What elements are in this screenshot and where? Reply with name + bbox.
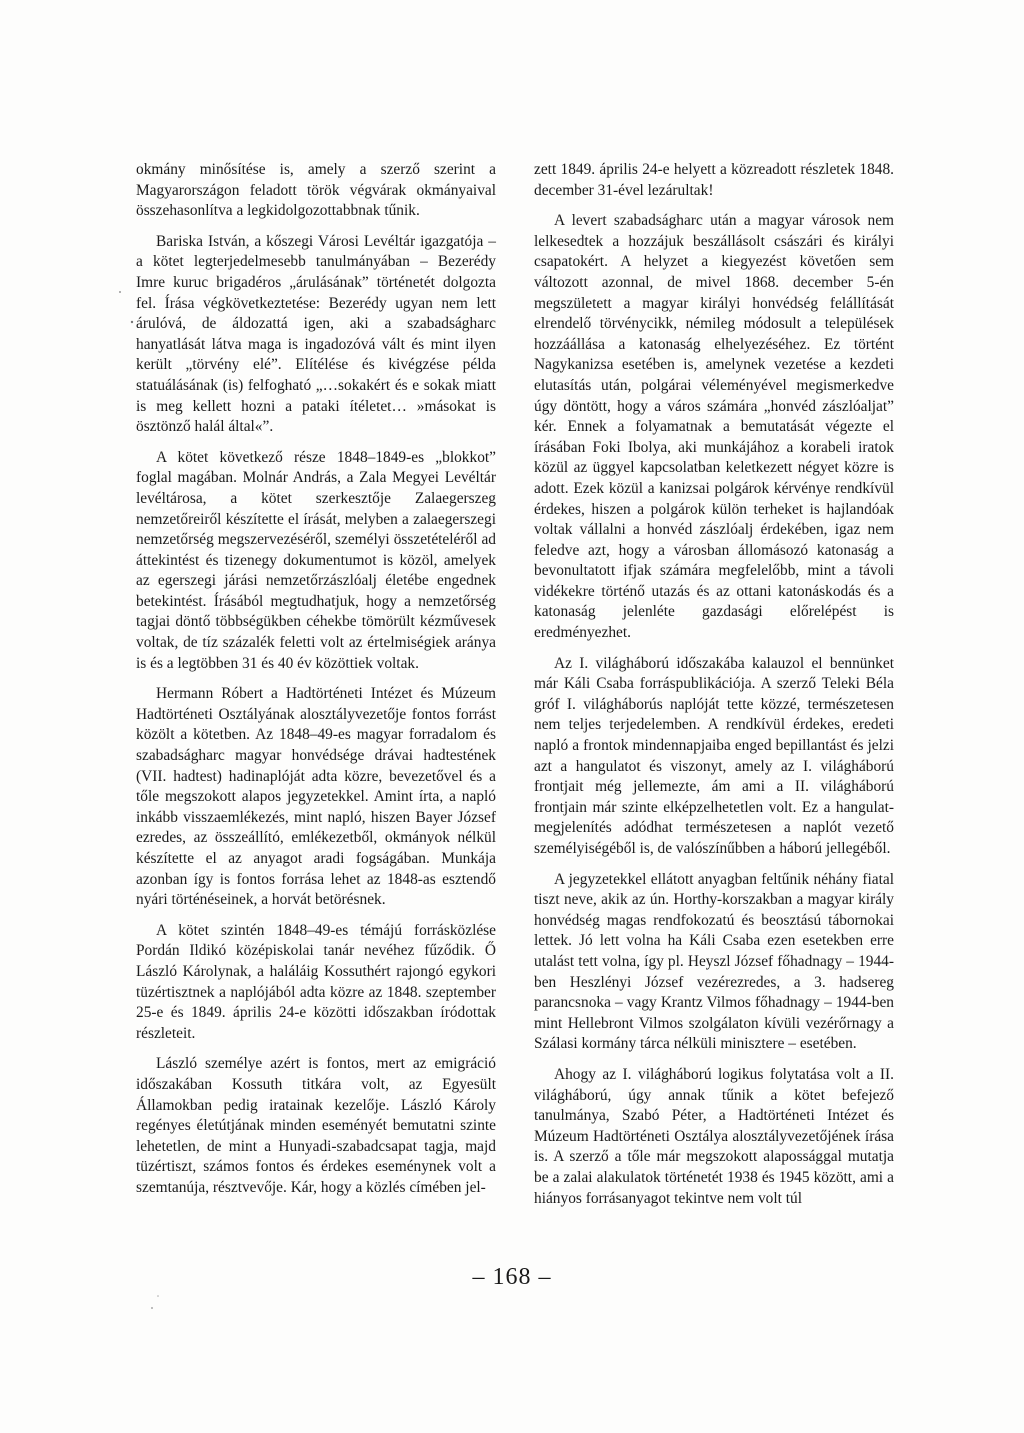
paragraph: A levert szabadságharc után a magyar városok nem lelkesedtek a hozzájuk beszállásolt császári és királyi csapatokért. A helyzet a kiegyezést követően sem változott azonnal, de mivel 1868. december 5-én megszületett a magyar királyi honvédség felállítását elrendelő törvénycikk, némileg módosult a települések hozzáállása a katonaság elhelyezéséhez. Ez történt Nagykanizsa esetében is, amelynek vezetése a kezdeti elutasítás után, polgárai véleményével megismerkedve úgy döntött, hogy a város számára „honvéd zászlóaljat” kér. Ennek a folyamatnak a bemutatását végezte el írásában Foki Ibolya, aki munkájához a korabeli iratok közül az üggyel kapcsolatban keletkezett négyet közre is adott. Ezek közül a kanizsai polgárok kérvénye rendkívül érdekes, hiszen a polgárok külön terheket is hajlandóak voltak vállalni a honvéd zászlóalj érdekében, igaz nem feledve azt, hogy a városban állomásozó katonaság a bevonultatott ifjak számára megfelelőbb, mint a távoli vidékekre történő utazás és az ottani katonáskodás és a katonaság jelenléte gazdasági előrelépést is eredményezhet.	[534, 212, 894, 642]
paragraph: Bariska István, a kőszegi Városi Levéltár igazgatója – a kötet legterjedelmesebb tanulmányában – Bezerédy Imre kuruc brigadéros „árulásának” történetét dolgozta fel. Írása végkövetkeztetése: Bezerédy ugyan nem lett árulóvá, de áldozattá igen, aki a szabadságharc hanyatlását látva maga is ingadozóvá vált és mint ilyen került „törvény elé”. Elítélése és kivégzése példa statuálásának (is) felfogható „…sokakért és e sokak miatt is meg kellett hozni a pataki ítéletet… »másokat is ösztönző halál által«”.	[136, 232, 496, 436]
paragraph: zett 1849. április 24-e helyett a közreadott részletek 1848. december 31-ével lezárultak!	[534, 161, 894, 199]
left-column	[136, 160, 496, 1209]
paragraph: Az I. világháború időszakába kalauzol el bennünket már Káli Csaba forráspublikációja. A szerző Teleki Béla gróf I. világháborús naplóját tette közzé, természetesen nem teljes terjedelemben. A rendkívül érdekes, eredeti napló a frontok mindennapjaiba enged bepillantást és jelzi azt a hangulatot és viszonyt, amely az I. világháború frontjait még jellemezte, ám ami a II. világháború frontjain már szinte elképzelhetetlen volt. Ez a hangulat-megjelenítés adódhat természetesen a naplót vezető személyiségéből is, de valószínűbben a háború jellegéből.	[534, 654, 894, 857]
paragraph: okmány minősítése is, amely a szerző szerint a Magyarországon feladott török végvárak okmányaival összehasonlítva a legkidolgozottabbnak tűnik.	[136, 161, 496, 220]
right-column	[534, 160, 894, 1219]
paragraph: A kötet következő része 1848–1849-es „blokkot” foglal magában. Molnár András, a Zala Megyei Levéltár levéltárosa, a kötet szerkesztője Zalaegerszeg nemzetőreiről készítette el írását, melyben a zalaegerszegi nemzetőrség megszervezéséről, személyi összetételéről ad áttekintést és tizenegy dokumentumot is közöl, amelyek az egerszegi járási nemzetőrzászlóalj életébe engednek betekintést. Írásából megtudhatjuk, hogy a nemzetőrség tagjai döntő többségükben céhekbe tömörült kézművesek voltak, de tíz százalék feletti volt az értelmiségiek aránya is és a legtöbben 31 és 40 év közöttiek voltak.	[136, 448, 496, 672]
paragraph: A kötet szintén 1848–49-es témájú forrásközlése Pordán Ildikó középiskolai tanár nevéhez fűződik. Ő László Károlynak, a haláláig Kossuthért rajongó egykori tüzértisztnek a naplójából adta közre az 1848. szeptember 25-e és 1849. április 24-e közötti időszakban íródottak részleteit.	[136, 921, 496, 1042]
paragraph: Hermann Róbert a Hadtörténeti Intézet és Múzeum Hadtörténeti Osztályának alosztályvezetője fontos forrást közölt a kötetben. Az 1848–49-es magyar forradalom és szabadságharc magyar honvédsége drávai hadtestének (VII. hadtest) hadinaplóját adta közre, bevezetővel és a tőle megszokott alapos jegyzetekkel. Amint írta, a napló inkább visszaemlékezés, mint napló, hiszen Bayer József ezredes, az összeállító, emlékezetből, okmányok nélkül készítette el az anyagot aradi fogságában. Munkája azonban így is fontos forrása lehet az 1848-as esztendő nyári történéseinek, a horvát betörésnek.	[136, 685, 496, 909]
page-number: – 168 –	[472, 1264, 552, 1290]
paragraph: László személye azért is fontos, mert az emigráció időszakában Kossuth titkára volt, az Egyesült Államokban pedig iratainak kezelője. László Károly regényes életútjának minden eseményét bemutatni szinte lehetetlen, de mint a Hunyadi-szabadcsapat tagja, majd tüzértiszt, számos fontos és érdekes eseménynek volt a szemtanúja, résztvevője. Kár, hogy a közlés címében jel-	[136, 1055, 496, 1196]
paragraph: A jegyzetekkel ellátott anyagban feltűnik néhány fiatal tiszt neve, akik az ún. Horthy-korszakban a magyar király honvédség magas rendfokozatú és beosztású tábornokai lettek. Jó lett volna ha Káli Csaba ezen esetekben erre utalást tett volna, így pl. Heyszl József főhadnagy – 1944-ben Heszlényi József vezérezredes, a 3. hadsereg parancsnoka – vagy Krantz Vilmos főhadnagy – 1944-ben mint Hellebront Vilmos szolgálaton kívüli vezérőrnagy a Szálasi kormány tárca nélküli minisztere – esetében.	[534, 870, 894, 1053]
paragraph: Ahogy az I. világháború logikus folytatása volt a II. világháború, úgy annak tűnik a kötet befejező tanulmánya, Szabó Péter, a Hadtörténeti Intézet és Múzeum Hadtörténeti Osztálya alosztályvezetőjének írása is. A szerző a tőle már megszokott alapossággal mutatja be a zalai alakulatok történetét 1938 és 1945 között, ami a hiányos forrásanyagot tekintve nem volt túl	[534, 1065, 894, 1207]
